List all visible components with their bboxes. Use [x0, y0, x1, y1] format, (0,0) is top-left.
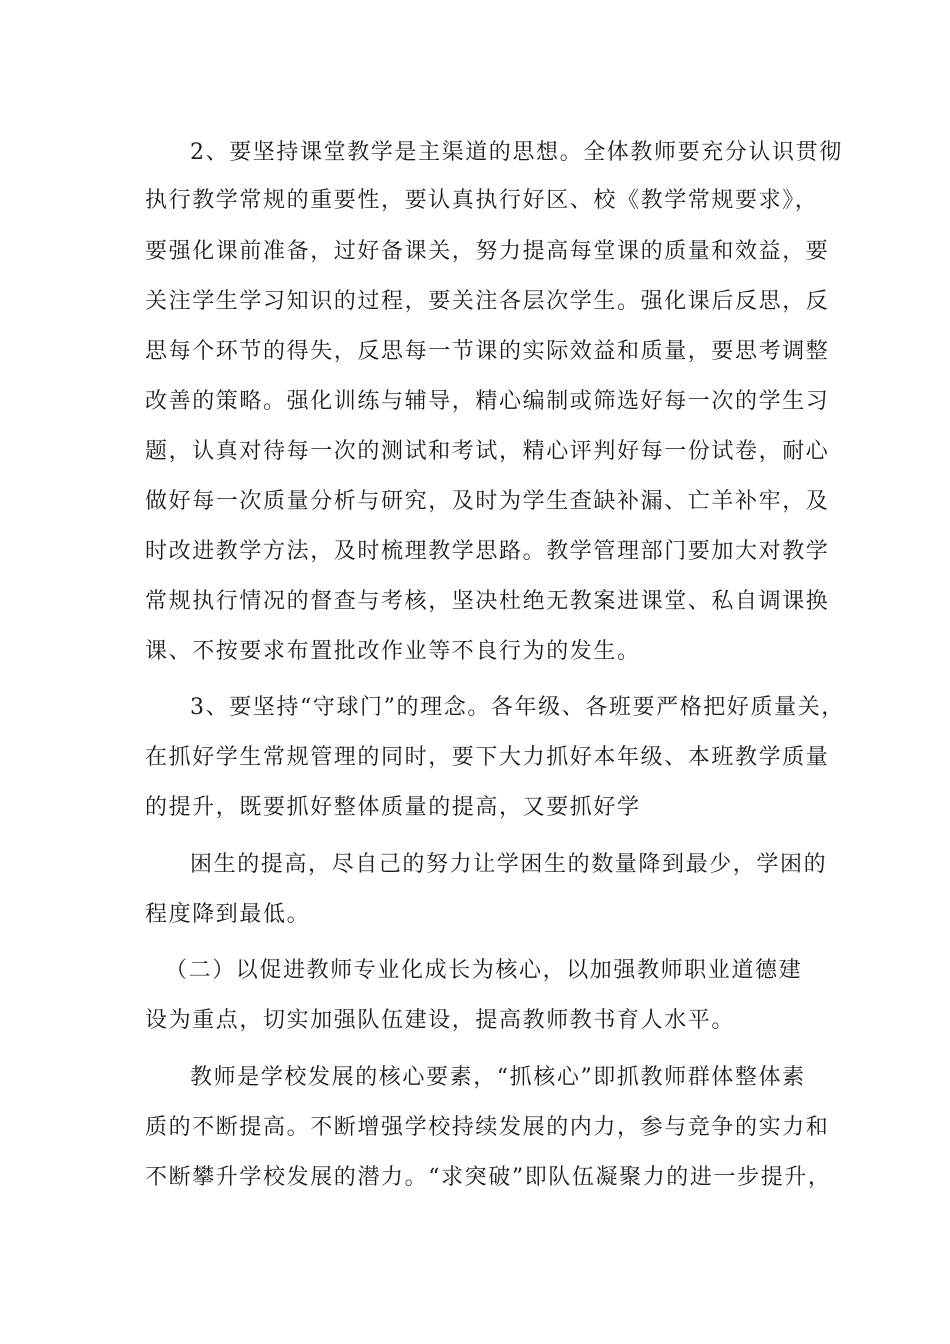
text-line: 常规执行情况的督查与考核，坚决杜绝无教案进课堂、私自调课换 — [145, 589, 830, 614]
text-line: 执行教学常规的重要性，要认真执行好区、校《教学常规要求》， — [145, 188, 819, 213]
text-line: 在抓好学生常规管理的同时，要下大力抓好本年级、本班教学质量 — [145, 745, 830, 770]
text-line: 题，认真对待每一次的测试和考试，精心评判好每一份试卷，耐心 — [145, 439, 830, 464]
text-line: 3、要坚持“守球门”的理念。各年级、各班要严格把好质量关， — [190, 695, 845, 720]
section-heading: 设为重点，切实加强队伍建设，提高教师教书育人水平。 — [145, 1008, 736, 1033]
text-line: 关注学生学习知识的过程，要关注各层次学生。强化课后反思，反 — [145, 289, 830, 314]
text-line: 质的不断提高。不断增强学校持续发展的内力，参与竞争的实力和 — [145, 1115, 830, 1140]
text-line: 困生的提高，尽自己的努力让学困生的数量降到最少，学困的 — [190, 852, 828, 877]
text-line: 做好每一次质量分析与研究，及时为学生查缺补漏、亡羊补牢，及 — [145, 489, 830, 514]
text-line: 的提升，既要抓好整体质量的提高，又要抓好学 — [145, 795, 641, 820]
text-line: 改善的策略。强化训练与辅导，精心编制或筛选好每一次的学生习 — [145, 389, 830, 414]
text-line: 时改进教学方法，及时梳理教学思路。教学管理部门要加大对教学 — [145, 539, 830, 564]
text-line: 2、要坚持课堂教学是主渠道的思想。全体教师要充分认识贯彻 — [190, 140, 843, 165]
text-line: 不断攀升学校发展的潜力。“求突破”即队伍凝聚力的进一步提升， — [145, 1165, 832, 1190]
text-line: 要强化课前准备，过好备课关，努力提高每堂课的质量和效益，要 — [145, 239, 830, 264]
section-heading: （二）以促进教师专业化成长为核心，以加强教师职业道德建 — [165, 958, 803, 983]
text-line: 课、不按要求布置批改作业等不良行为的发生。 — [145, 639, 641, 664]
text-line: 程度降到最低。 — [145, 902, 311, 927]
text-line: 教师是学校发展的核心要素，“抓核心”即抓教师群体整体素 — [190, 1065, 806, 1090]
text-line: 思每个环节的得失，反思每一节课的实际效益和质量，要思考调整 — [145, 339, 830, 364]
